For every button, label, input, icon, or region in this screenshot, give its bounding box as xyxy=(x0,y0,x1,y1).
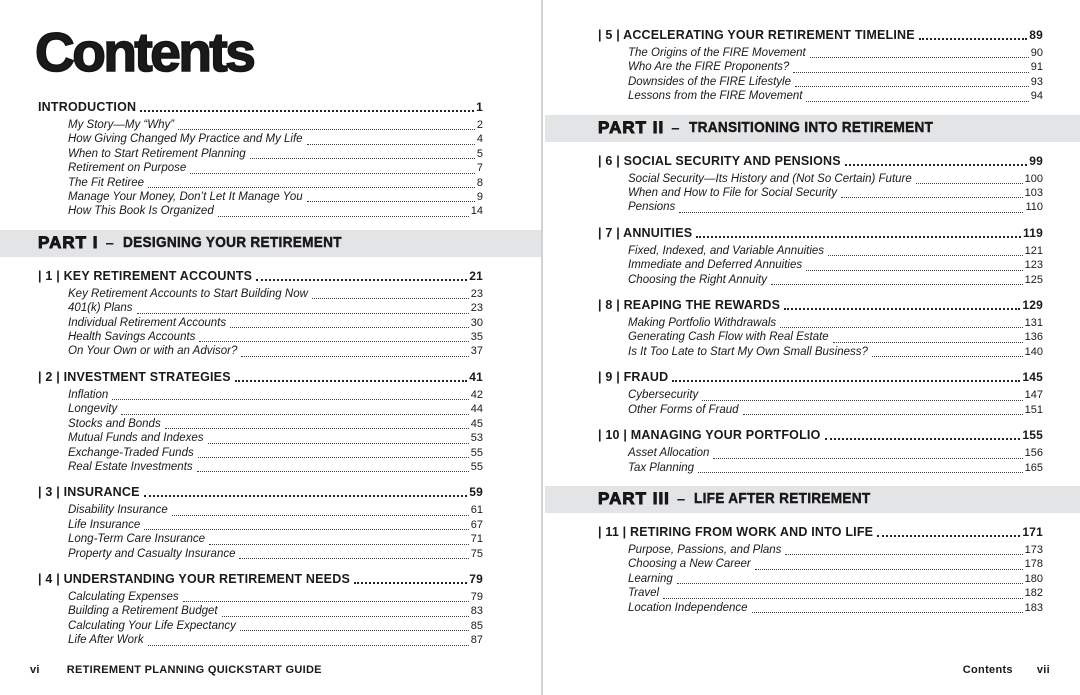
entry-page-number: 121 xyxy=(1024,244,1043,257)
dot-leader xyxy=(793,72,1028,73)
entry-page-number: 4 xyxy=(476,133,483,146)
dot-leader xyxy=(919,38,1027,40)
toc-entry-row xyxy=(38,118,483,132)
toc-entry-row xyxy=(38,417,483,431)
toc-chapter-block xyxy=(38,269,483,359)
toc-chapter-row xyxy=(598,28,1043,43)
part-heading-band xyxy=(0,230,541,257)
entry-label: Other Forms of Fraud xyxy=(628,403,739,416)
toc-entry-row xyxy=(38,547,483,561)
chapter-entries xyxy=(598,388,1043,417)
toc-chapter-row xyxy=(598,370,1043,385)
part-title: LIFE AFTER RETIREMENT xyxy=(694,491,871,508)
dot-leader xyxy=(672,380,1020,382)
chapter-label: | 4 | UNDERSTANDING YOUR RETIREMENT NEEDS xyxy=(38,571,350,586)
toc-entry-row xyxy=(38,460,483,474)
entry-page-number: 156 xyxy=(1024,447,1043,460)
part-separator-dash: – xyxy=(105,234,114,252)
toc-entry-row xyxy=(598,186,1043,200)
chapter-label: | 5 | ACCELERATING YOUR RETIREMENT TIMELINE xyxy=(598,28,915,42)
entry-label: Building a Retirement Budget xyxy=(68,605,218,618)
entry-page-number: 183 xyxy=(1024,601,1043,614)
toc-chapter-row xyxy=(598,154,1043,169)
chapter-page-number: 171 xyxy=(1022,524,1043,539)
toc-entry-row xyxy=(38,518,483,532)
toc-chapter-block xyxy=(38,370,483,474)
chapter-entries xyxy=(598,446,1043,475)
dot-leader xyxy=(845,164,1027,166)
toc-entry-row xyxy=(598,258,1043,272)
chapter-page-number: 79 xyxy=(469,571,483,586)
chapter-page-number: 41 xyxy=(469,369,483,384)
dot-leader xyxy=(755,569,1023,570)
entry-label: Fixed, Indexed, and Variable Annuities xyxy=(628,244,825,257)
dot-leader xyxy=(702,400,1022,401)
toc-entry-row xyxy=(598,586,1043,600)
chapter-entries xyxy=(38,503,483,561)
entry-label: Real Estate Investments xyxy=(68,460,193,473)
chapter-entries xyxy=(598,316,1043,359)
toc-chapter-block xyxy=(38,572,483,648)
toc-entry-row xyxy=(598,388,1043,402)
toc-entry-row xyxy=(598,244,1043,258)
entry-label: Individual Retirement Accounts xyxy=(68,316,227,329)
part-separator-dash: – xyxy=(671,119,680,137)
chapter-entries xyxy=(38,287,483,359)
toc-chapter-block xyxy=(598,298,1043,359)
dot-leader xyxy=(198,457,469,458)
toc-entry-row xyxy=(38,431,483,445)
chapter-label: | 8 | REAPING THE REWARDS xyxy=(598,298,781,313)
dot-leader xyxy=(810,57,1029,58)
entry-label: Immediate and Deferred Annuities xyxy=(628,259,803,272)
entry-page-number: 7 xyxy=(476,162,483,175)
dot-leader xyxy=(752,612,1023,613)
chapter-label: | 1 | KEY RETIREMENT ACCOUNTS xyxy=(38,268,253,283)
right-page xyxy=(545,0,1080,695)
toc-entry-row xyxy=(38,446,483,460)
toc-entry-row xyxy=(598,273,1043,287)
entry-page-number: 2 xyxy=(476,119,483,131)
dot-leader xyxy=(713,458,1022,459)
entry-label: Property and Casualty Insurance xyxy=(68,547,236,560)
dot-leader xyxy=(172,515,469,516)
toc-entry-row xyxy=(38,344,483,358)
entry-page-number: 75 xyxy=(470,547,483,560)
part-heading-band xyxy=(545,115,1080,142)
entry-page-number: 83 xyxy=(470,605,483,618)
chapter-label: | 6 | SOCIAL SECURITY AND PENSIONS xyxy=(598,153,841,168)
dot-leader xyxy=(230,327,469,328)
toc-entry-row xyxy=(38,503,483,517)
entry-label: Location Independence xyxy=(628,601,748,614)
dot-leader xyxy=(112,399,468,400)
chapter-page-number: 89 xyxy=(1029,28,1043,42)
entry-page-number: 110 xyxy=(1025,201,1043,214)
dot-leader xyxy=(121,414,469,415)
entry-label: How Giving Changed My Practice and My Life xyxy=(68,133,303,146)
entry-page-number: 178 xyxy=(1024,558,1043,571)
dot-leader xyxy=(795,86,1029,87)
entry-page-number: 182 xyxy=(1024,587,1043,600)
dot-leader xyxy=(208,443,469,444)
dot-leader xyxy=(197,471,469,472)
toc-chapter-block xyxy=(598,525,1043,615)
chapter-label: INTRODUCTION xyxy=(38,100,137,114)
dot-leader xyxy=(780,327,1022,328)
entry-label: Stocks and Bonds xyxy=(68,417,161,430)
toc-entry-row xyxy=(38,301,483,315)
entry-label: Life After Work xyxy=(68,634,144,647)
dot-leader xyxy=(872,356,1023,357)
entry-label: Life Insurance xyxy=(68,518,141,531)
toc-entry-row xyxy=(38,532,483,546)
dot-leader xyxy=(178,129,475,130)
dot-leader xyxy=(148,187,475,188)
dot-leader xyxy=(663,598,1023,599)
entry-page-number: 5 xyxy=(476,147,483,160)
entry-label: Purpose, Passions, and Plans xyxy=(628,543,782,556)
part-title: TRANSITIONING INTO RETIREMENT xyxy=(688,120,933,137)
entry-page-number: 53 xyxy=(470,432,483,445)
chapter-entries xyxy=(598,172,1043,215)
entry-page-number: 9 xyxy=(476,191,483,204)
dot-leader xyxy=(199,341,468,342)
entry-page-number: 103 xyxy=(1024,187,1043,200)
entry-label: Longevity xyxy=(68,403,118,416)
entry-label: When to Start Retirement Planning xyxy=(68,147,246,160)
left-page-toc-blocks xyxy=(38,100,483,648)
dot-leader xyxy=(307,201,475,202)
chapter-label: | 11 | RETIRING FROM WORK AND INTO LIFE xyxy=(598,524,874,539)
toc-entry-row xyxy=(598,543,1043,557)
entry-label: Disability Insurance xyxy=(68,504,168,517)
toc-entry-row xyxy=(598,330,1043,344)
chapter-label: | 10 | MANAGING YOUR PORTFOLIO xyxy=(598,428,821,443)
toc-chapter-block xyxy=(598,226,1043,287)
toc-chapter-block xyxy=(38,485,483,561)
toc-chapter-block xyxy=(598,28,1043,104)
toc-entry-row xyxy=(598,446,1043,460)
toc-chapter-row xyxy=(38,485,483,500)
chapter-page-number: 21 xyxy=(469,268,483,283)
entry-page-number: 55 xyxy=(470,446,483,459)
entry-page-number: 136 xyxy=(1024,331,1043,344)
entry-label: Cybersecurity xyxy=(628,389,699,402)
dot-leader xyxy=(137,313,469,314)
entry-page-number: 61 xyxy=(470,504,483,517)
toc-chapter-row xyxy=(598,428,1043,443)
dot-leader xyxy=(828,255,1023,256)
entry-label: Manage Your Money, Don’t Let It Manage You xyxy=(68,191,303,204)
entry-page-number: 94 xyxy=(1030,90,1043,103)
entry-page-number: 37 xyxy=(470,345,483,358)
entry-label: Travel xyxy=(628,587,660,600)
entry-label: Mutual Funds and Indexes xyxy=(68,432,204,445)
dot-leader xyxy=(771,284,1023,285)
toc-chapter-row xyxy=(38,100,483,115)
dot-leader xyxy=(784,308,1020,310)
part-label: PART II xyxy=(598,118,665,138)
dot-leader xyxy=(806,270,1023,271)
toc-entry-row xyxy=(598,60,1043,74)
entry-page-number: 140 xyxy=(1024,345,1043,358)
dot-leader xyxy=(743,414,1023,415)
entry-page-number: 44 xyxy=(470,403,483,416)
entry-page-number: 147 xyxy=(1024,389,1043,402)
toc-entry-row xyxy=(38,604,483,618)
entry-label: Downsides of the FIRE Lifestyle xyxy=(628,75,791,88)
entry-page-number: 85 xyxy=(470,619,483,632)
part-heading-band xyxy=(545,486,1080,513)
entry-page-number: 79 xyxy=(470,590,483,603)
entry-label: My Story—My “Why” xyxy=(68,119,175,131)
toc-entry-row xyxy=(38,330,483,344)
toc-title: Contents xyxy=(35,21,254,83)
entry-label: Social Security—Its History and (Not So Certain) Future xyxy=(628,172,912,185)
dot-leader xyxy=(209,544,469,545)
dot-leader xyxy=(877,535,1020,537)
chapter-entries xyxy=(598,46,1043,104)
entry-page-number: 91 xyxy=(1030,61,1043,74)
dot-leader xyxy=(833,342,1023,343)
toc-entry-row xyxy=(598,46,1043,60)
dot-leader xyxy=(148,645,469,646)
entry-label: How This Book Is Organized xyxy=(68,205,214,218)
toc-entry-row xyxy=(598,403,1043,417)
toc-chapter-row xyxy=(598,226,1043,241)
dot-leader xyxy=(679,212,1023,213)
toc-entry-row xyxy=(38,287,483,301)
dot-leader xyxy=(235,380,468,382)
toc-entry-row xyxy=(598,572,1043,586)
entry-label: Calculating Expenses xyxy=(68,590,179,603)
entry-page-number: 35 xyxy=(470,331,483,344)
page-gutter-divider xyxy=(541,0,543,695)
entry-label: Key Retirement Accounts to Start Building Now xyxy=(68,287,308,300)
dot-leader xyxy=(239,558,468,559)
chapter-page-number: 59 xyxy=(469,485,483,500)
toc-entry-row xyxy=(38,176,483,190)
entry-page-number: 123 xyxy=(1024,259,1043,272)
chapter-label: | 3 | INSURANCE xyxy=(38,485,140,500)
chapter-page-number: 155 xyxy=(1022,428,1043,443)
right-folio: vii xyxy=(1036,664,1050,676)
entry-label: Health Savings Accounts xyxy=(68,331,196,344)
chapter-entries xyxy=(38,388,483,474)
entry-page-number: 131 xyxy=(1024,317,1043,330)
right-page-footer xyxy=(963,664,1050,676)
dot-leader xyxy=(916,183,1023,184)
dot-leader xyxy=(250,158,475,159)
toc-entry-row xyxy=(38,316,483,330)
toc-entry-row xyxy=(38,633,483,647)
entry-page-number: 87 xyxy=(470,634,483,647)
entry-label: Generating Cash Flow with Real Estate xyxy=(628,331,829,344)
entry-label: Exchange-Traded Funds xyxy=(68,446,194,459)
left-folio: vi xyxy=(30,664,40,676)
entry-label: The Origins of the FIRE Movement xyxy=(628,47,806,59)
entry-page-number: 173 xyxy=(1024,543,1043,556)
toc-entry-row xyxy=(38,402,483,416)
entry-page-number: 67 xyxy=(470,518,483,531)
toc-entry-row xyxy=(38,204,483,218)
entry-page-number: 45 xyxy=(470,417,483,430)
entry-page-number: 71 xyxy=(470,533,483,546)
entry-page-number: 165 xyxy=(1024,461,1043,474)
dot-leader xyxy=(677,583,1023,584)
dot-leader xyxy=(841,197,1023,198)
toc-entry-row xyxy=(38,190,483,204)
entry-label: The Fit Retiree xyxy=(68,176,145,189)
chapter-entries xyxy=(38,590,483,648)
toc-entry-row xyxy=(598,89,1043,103)
dot-leader xyxy=(183,601,469,602)
chapter-page-number: 129 xyxy=(1022,298,1043,313)
dot-leader xyxy=(354,582,467,584)
chapter-page-number: 145 xyxy=(1022,370,1043,385)
entry-page-number: 125 xyxy=(1024,273,1043,286)
dot-leader xyxy=(241,356,468,357)
chapter-entries xyxy=(598,543,1043,615)
toc-entry-row xyxy=(598,601,1043,615)
toc-chapter-row xyxy=(598,525,1043,540)
dot-leader xyxy=(222,616,469,617)
dot-leader xyxy=(696,236,1021,238)
entry-label: When and How to File for Social Security xyxy=(628,187,838,200)
dot-leader xyxy=(806,101,1028,102)
entry-label: Choosing a New Career xyxy=(628,558,751,571)
toc-entry-row xyxy=(38,132,483,146)
entry-label: Who Are the FIRE Proponents? xyxy=(628,61,790,74)
entry-label: Making Portfolio Withdrawals xyxy=(628,317,777,330)
part-label: PART III xyxy=(598,489,670,509)
chapter-entries xyxy=(38,118,483,219)
entry-page-number: 180 xyxy=(1024,572,1043,585)
toc-entry-row xyxy=(38,388,483,402)
chapter-entries xyxy=(598,244,1043,287)
toc-chapter-row xyxy=(598,298,1043,313)
toc-entry-row xyxy=(598,461,1043,475)
toc-entry-row xyxy=(598,75,1043,89)
entry-label: Learning xyxy=(628,572,673,585)
entry-page-number: 23 xyxy=(470,287,483,300)
dot-leader xyxy=(698,472,1023,473)
part-title: DESIGNING YOUR RETIREMENT xyxy=(122,235,342,252)
entry-page-number: 90 xyxy=(1030,47,1043,59)
entry-label: Tax Planning xyxy=(628,461,695,474)
entry-page-number: 14 xyxy=(470,205,483,218)
entry-label: Is It Too Late to Start My Own Small Business? xyxy=(628,345,868,358)
toc-chapter-row xyxy=(38,572,483,587)
entry-page-number: 93 xyxy=(1030,75,1043,88)
toc-entry-row xyxy=(598,345,1043,359)
toc-chapter-row xyxy=(38,370,483,385)
dot-leader xyxy=(307,144,475,145)
toc-entry-row xyxy=(38,147,483,161)
entry-label: Calculating Your Life Expectancy xyxy=(68,619,236,632)
dot-leader xyxy=(140,110,474,112)
dot-leader xyxy=(825,438,1021,440)
toc-entry-row xyxy=(598,172,1043,186)
toc-entry-row xyxy=(38,161,483,175)
entry-page-number: 23 xyxy=(470,302,483,315)
entry-page-number: 30 xyxy=(470,316,483,329)
dot-leader xyxy=(144,495,468,497)
chapter-label: | 2 | INVESTMENT STRATEGIES xyxy=(38,369,231,384)
entry-page-number: 100 xyxy=(1024,172,1043,185)
right-page-toc-blocks xyxy=(598,28,1043,615)
dot-leader xyxy=(144,529,469,530)
dot-leader xyxy=(312,298,469,299)
chapter-page-number: 99 xyxy=(1029,153,1043,168)
left-running-title: RETIREMENT PLANNING QUICKSTART GUIDE xyxy=(66,664,322,676)
entry-label: Choosing the Right Annuity xyxy=(628,273,767,286)
dot-leader xyxy=(190,173,475,174)
toc-chapter-block xyxy=(598,428,1043,475)
entry-label: 401(k) Plans xyxy=(68,302,133,315)
toc-entry-row xyxy=(598,316,1043,330)
chapter-label: | 7 | ANNUITIES xyxy=(598,225,693,240)
toc-entry-row xyxy=(38,619,483,633)
left-page-footer xyxy=(30,664,322,676)
dot-leader xyxy=(165,428,469,429)
toc-chapter-block xyxy=(598,370,1043,417)
part-label: PART I xyxy=(38,233,99,253)
entry-page-number: 42 xyxy=(470,388,483,401)
entry-label: Long-Term Care Insurance xyxy=(68,533,206,546)
toc-entry-row xyxy=(38,590,483,604)
entry-label: Asset Allocation xyxy=(628,447,710,460)
chapter-page-number: 1 xyxy=(476,100,483,114)
entry-label: On Your Own or with an Advisor? xyxy=(68,345,238,358)
chapter-label: | 9 | FRAUD xyxy=(598,370,669,385)
dot-leader xyxy=(240,630,469,631)
toc-chapter-block xyxy=(38,100,483,219)
toc-chapter-block xyxy=(598,154,1043,215)
entry-page-number: 55 xyxy=(470,460,483,473)
entry-label: Lessons from the FIRE Movement xyxy=(628,90,803,103)
entry-label: Retirement on Purpose xyxy=(68,162,187,175)
dot-leader xyxy=(218,216,469,217)
part-separator-dash: – xyxy=(676,490,686,508)
toc-entry-row xyxy=(598,200,1043,214)
dot-leader xyxy=(785,554,1022,555)
entry-label: Pensions xyxy=(628,201,676,214)
dot-leader xyxy=(256,279,467,281)
right-running-title: Contents xyxy=(962,664,1013,676)
chapter-page-number: 119 xyxy=(1023,225,1043,240)
toc-chapter-row xyxy=(38,269,483,284)
entry-page-number: 151 xyxy=(1024,403,1043,416)
toc-entry-row xyxy=(598,557,1043,571)
entry-page-number: 8 xyxy=(476,176,483,189)
entry-label: Inflation xyxy=(68,388,109,401)
